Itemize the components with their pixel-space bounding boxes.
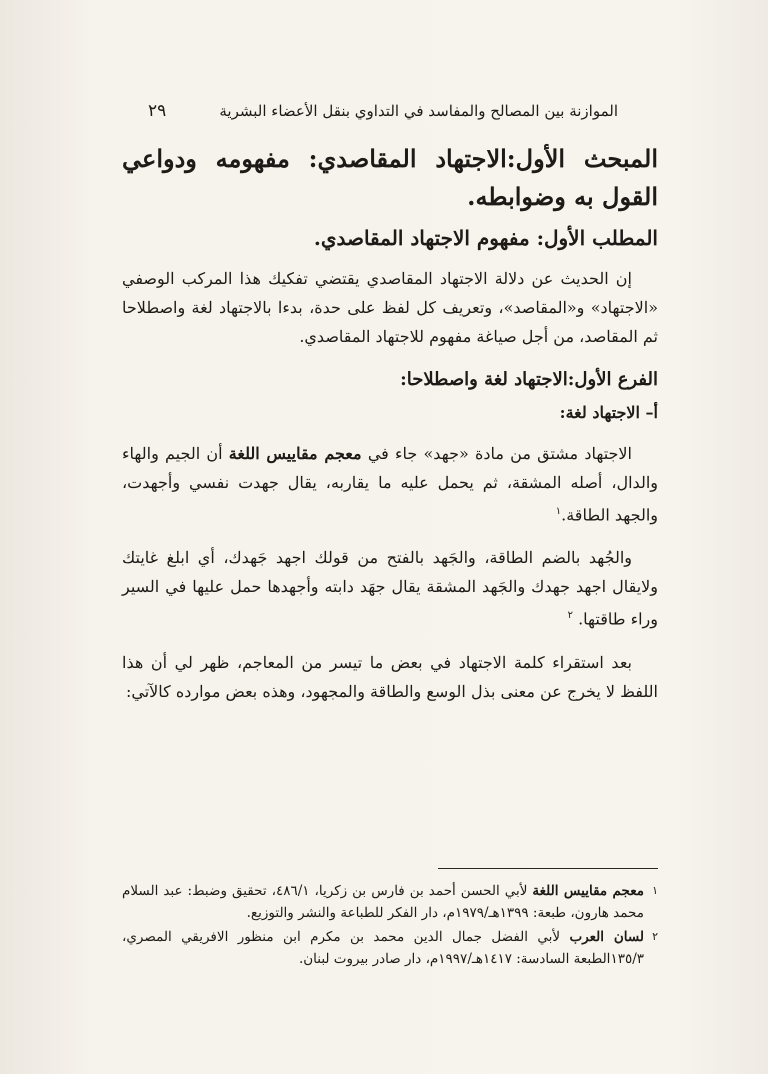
- page-body: [122, 140, 658, 720]
- footnote-source: لسان العرب: [569, 929, 645, 945]
- paragraph-vowels-text: والجُهد بالضم الطاقة، والجَهد بالفتح من قولك اجهد جَهدك، أي ابلغ غايتك ولايقال اجهد جهدك والجَهد المشقة يقال جهَد دابته وأجهدها حمل عليها في السير وراء طاقتها.: [122, 548, 658, 629]
- paragraph-vowels: [122, 543, 658, 633]
- footnote-source: معجم مقاييس اللغة: [532, 883, 644, 899]
- footnote-divider: [438, 868, 658, 869]
- footnote-text: لأبي الحسن أحمد بن فارس بن زكريا، ٤٨٦/١، تحقيق وضبط: عبد السلام محمد هارون، طبعة: ١٣٩٩هـ/١٩٧٩م، دار الفكر للطباعة والنشر والتوزيع.: [122, 883, 644, 921]
- footnote-ref-2[interactable]: ٢: [567, 610, 573, 622]
- footnote-number: ١: [652, 884, 658, 897]
- paragraph-definition-part1: الاجتهاد مشتق من مادة «جهد» جاء في: [367, 444, 632, 463]
- page-number: ٢٩: [148, 101, 167, 121]
- branch-heading-far: الفرع الأول:الاجتهاد لغة واصطلاحا:: [400, 369, 658, 390]
- footnote-item: [122, 926, 658, 970]
- point-heading-alif: أ– الاجتهاد لغة:: [559, 403, 658, 422]
- paragraph-definition: [122, 439, 658, 529]
- footnotes: [122, 880, 658, 972]
- footnote-number: ٢: [652, 930, 658, 943]
- paragraph-intro: إن الحديث عن دلالة الاجتهاد المقاصدي يقتضي تفكيك هذا المركب الوصفي «الاجتهاد» و«المقاصد»، وتعريف كل لفظ على حدة، بدءا بالاجتهاد لغة واصطلاحا ثم المقاصد، من أجل صياغة مفهوم للاجتهاد المقاصدي.: [122, 269, 658, 346]
- paragraph-conclusion: بعد استقراء كلمة الاجتهاد في بعض ما تيسر من المعاجم، ظهر لي أن هذا اللفظ لا يخرج عن معنى بذل الوسع والطاقة والمجهود، وهذه بعض موارده كالآتي:: [122, 652, 658, 701]
- footnote-ref-1[interactable]: ١: [555, 506, 562, 517]
- subsection-heading-matlab: المطلب الأول: مفهوم الاجتهاد المقاصدي.: [313, 226, 658, 250]
- paragraph-definition-part2: أن الجيم والهاء والدال، أصله المشقة، ثم يحمل عليه ما يقاربه، يقال جهدت نفسي وأجهدت، والجهد الطاقة.: [122, 444, 658, 525]
- running-header: [148, 98, 618, 124]
- footnote-item: [122, 880, 658, 924]
- running-title: الموازنة بين المصالح والمفاسد في التداوي بنقل الأعضاء البشرية: [219, 102, 618, 120]
- source-title: معجم مقاييس اللغة: [228, 444, 362, 463]
- footnote-text: لأبي الفضل جمال الدين محمد بن مكرم ابن منظور الافريقي المصري، ١٣٥/٣الطبعة السادسة: ١٤١٧هـ/١٩٩٧م، دار صادر بيروت لبنان.: [122, 929, 644, 967]
- section-heading-mabhath: المبحث الأول:الاجتهاد المقاصدي: مفهومه ودواعي القول به وضوابطه.: [122, 144, 658, 211]
